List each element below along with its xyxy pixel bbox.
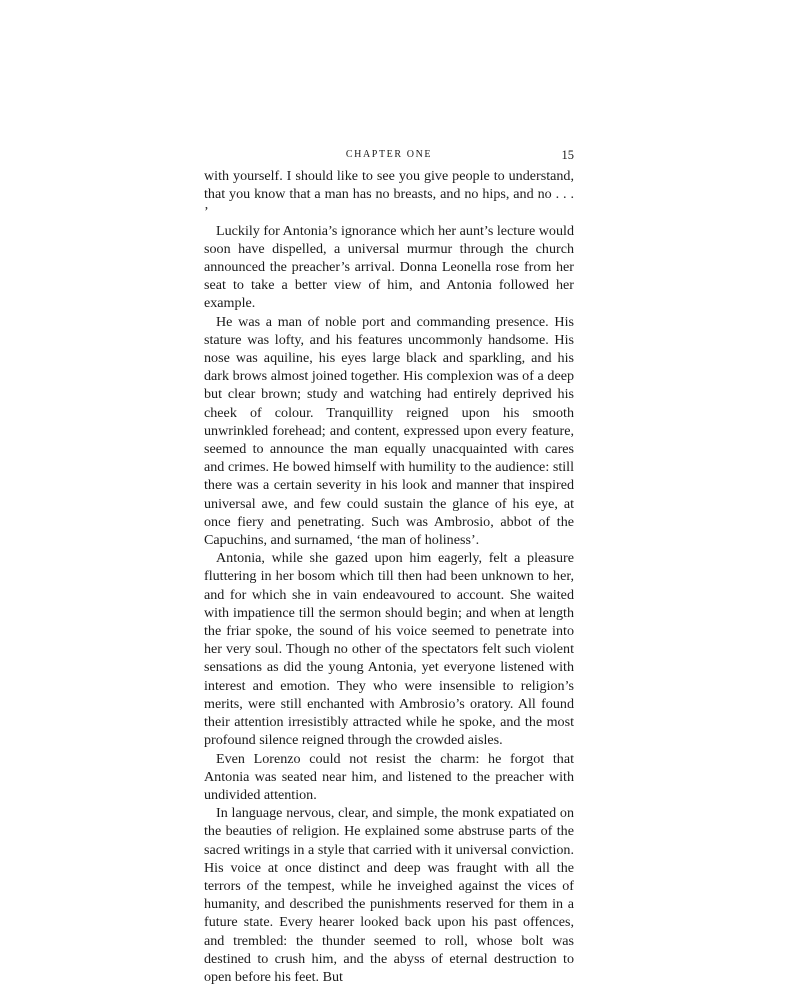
paragraph-antonia-reaction: Antonia, while she gazed upon him eagerly, felt a pleasure fluttering in her bosom which till then had been unknown to her, and for which she in vain endeavoured to account. She waited with impatience till the sermon should begin; and when at length the friar spoke, the sound of his voice seemed to penetrate into her very soul. Though no other of the spectators felt such violent sensations as did the young Antonia, yet everyone listened with interest and emotion. They who were insensible to religion’s merits, were still enchanted with Ambrosio’s oratory. All found their attention irresistibly attracted while he spoke, and the most profound silence reigned through the crowded aisles. [204, 550, 574, 749]
paragraph-preacher-arrival: Luckily for Antonia’s ignorance which her aunt’s lecture would soon have dispelled, a universal murmur through the church announced the preacher’s arrival. Donna Leonella rose from her seat to take a better view of him, and Antonia followed her example. [204, 222, 574, 312]
body-text [204, 167, 574, 986]
running-head [204, 146, 574, 164]
paragraph-lorenzo: Even Lorenzo could not resist the charm: he forgot that Antonia was seated near him, and listened to the preacher with undivided attention. [204, 750, 574, 803]
paragraph-sermon: In language nervous, clear, and simple, the monk expatiated on the beauties of religion. He explained some abstruse parts of the sacred writings in a style that carried with it universal conviction. His voice at once distinct and deep was fraught with all the terrors of the tempest, while he inveighed against the vices of humanity, and described the punishments reserved for them in a future state. Every hearer looked back upon his past offences, and trembled: the thunder seemed to roll, whose bolt was destined to crush him, and the abyss of eternal destruction to open before his feet. But [204, 805, 574, 985]
running-title: CHAPTER ONE [345, 149, 433, 160]
paragraph-ambrosio-description: He was a man of noble port and commanding presence. His stature was lofty, and his features uncommonly handsome. His nose was aquiline, his eyes large black and sparkling, and his dark brows almost joined together. His complexion was of a deep but clear brown; study and watching had entirely deprived his cheek of colour. Tranquillity reigned upon his smooth unwrinkled forehead; and content, expressed upon every feature, seemed to announce the man equally unacquainted with cares and crimes. He bowed himself with humility to the audience: still there was a certain severity in his look and manner that inspired universal awe, and few could sustain the glance of his eye, at once fiery and penetrating. Such was Ambrosio, abbot of the Capuchins, and surnamed, ‘the man of holiness’. [204, 313, 574, 549]
paragraph-continuation: with yourself. I should like to see you give people to understand, that you know that a man has no breasts, and no hips, and no . . . ’ [204, 168, 574, 221]
page-number: 15 [561, 148, 574, 162]
